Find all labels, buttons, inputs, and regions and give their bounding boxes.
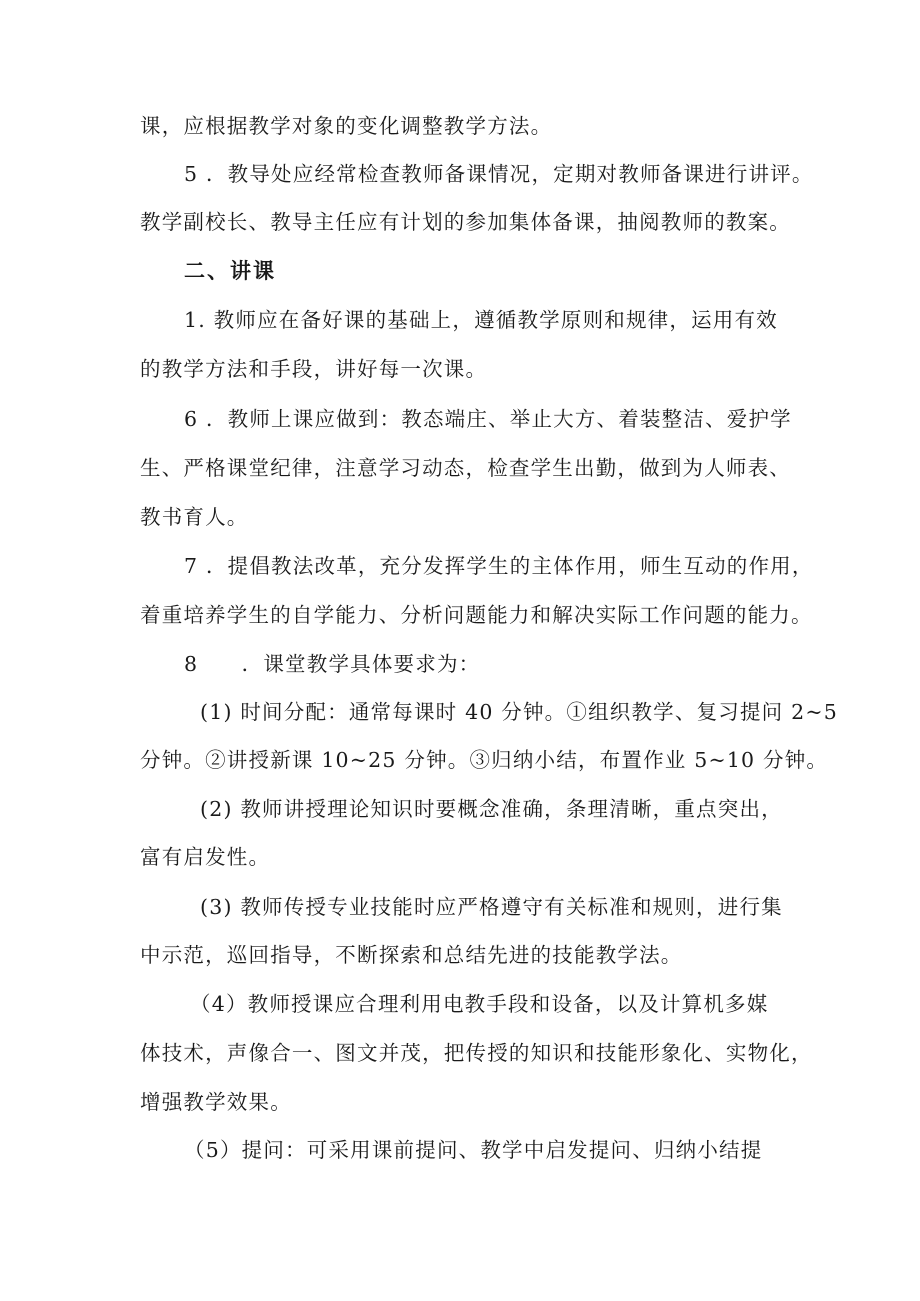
paragraph-line: 5 ．教导处应经常检查教师备课情况，定期对教师备课进行讲评。 [184, 162, 814, 186]
paragraph-line: 着重培养学生的自学能力、分析问题能力和解决实际工作问题的能力。 [140, 603, 813, 627]
paragraph-line: (2) 教师讲授理论知识时要概念准确，条理清晰，重点突出， [200, 797, 783, 821]
paragraph-line: (1) 时间分配：通常每课时 40 分钟。①组织教学、复习提问 2~5 [200, 700, 838, 724]
section-heading: 二、讲课 [184, 259, 276, 283]
paragraph-line: （4）教师授课应合理利用电教手段和设备，以及计算机多媒 [190, 992, 769, 1016]
paragraph-line: 的教学方法和手段，讲好每一次课。 [140, 357, 488, 381]
paragraph-line: 1. 教师应在备好课的基础上，遵循教学原则和规律，运用有效 [184, 308, 778, 332]
paragraph-line: 课，应根据教学对象的变化调整教学方法。 [140, 114, 553, 138]
paragraph-line: 7 ．提倡教法改革，充分发挥学生的主体作用，师生互动的作用， [184, 554, 814, 578]
paragraph-line: 6 ．教师上课应做到：教态端庄、举止大方、着装整洁、爱护学 [184, 407, 792, 431]
paragraph-line: 增强教学效果。 [140, 1090, 292, 1114]
paragraph-line: (3) 教师传授专业技能时应严格遵守有关标准和规则，进行集 [200, 895, 783, 919]
paragraph-line: 分钟。②讲授新课 10~25 分钟。③归纳小结，布置作业 5~10 分钟。 [140, 748, 829, 772]
paragraph-line: 生、严格课堂纪律，注意学习动态，检查学生出勤，做到为人师表、 [140, 456, 791, 480]
paragraph-line: 富有启发性。 [140, 845, 271, 869]
paragraph-line: 8 ．课堂教学具体要求为： [184, 652, 481, 676]
paragraph-line: （5）提问：可采用课前提问、教学中启发提问、归纳小结提 [184, 1138, 763, 1162]
paragraph-line: 教书育人。 [140, 505, 249, 529]
paragraph-line: 中示范，巡回指导，不断探索和总结先进的技能教学法。 [140, 943, 683, 967]
paragraph-line: 体技术，声像合一、图文并茂，把传授的知识和技能形象化、实物化， [140, 1041, 813, 1065]
paragraph-line: 教学副校长、教导主任应有计划的参加集体备课，抽阅教师的教案。 [140, 210, 791, 234]
